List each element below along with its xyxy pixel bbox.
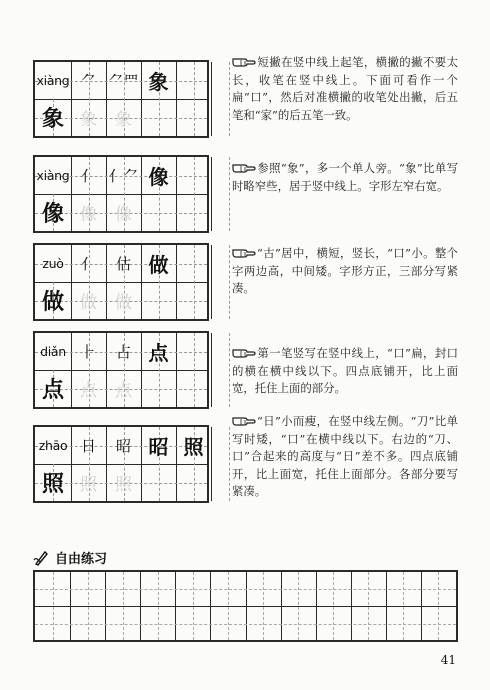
stroke-order-cell: 亻 bbox=[80, 254, 96, 273]
practice-title: 自由练习 bbox=[55, 552, 108, 567]
trace-character: 像 bbox=[115, 204, 132, 225]
note-dian bbox=[232, 345, 458, 398]
trace-character: 做 bbox=[115, 292, 132, 313]
note-zhao bbox=[232, 413, 458, 501]
char-block-xiang-1 bbox=[33, 60, 209, 138]
pinyin-label: xiàng bbox=[36, 72, 70, 88]
stroke-order-cell: 亻⺈ bbox=[108, 166, 139, 185]
blank-practice-cell[interactable] bbox=[141, 282, 176, 318]
note-text: “日”小而瘦，在竖中线左侧。“刀”比单写时矮，“口”在横中线以下。右边的“刀、口”合起来的高度与“日”差不多。四点底铺开，比上面宽，托住上面部分。各部分要写紧凑。 bbox=[232, 414, 458, 499]
pinyin-label: xiàng bbox=[36, 167, 70, 183]
note-text: 短撇在竖中线上起笔，横撇的撇不要太长，收笔在竖中线上。下面可看作一个扁“口”，然后对准横撇的收笔处出撇，后五笔和“家”的后五笔一致。 bbox=[232, 55, 458, 122]
char-block-dian bbox=[33, 331, 209, 409]
stroke-order-cell: 昭 bbox=[148, 434, 169, 459]
pinyin-label: zhāo bbox=[38, 437, 68, 453]
pointing-hand-icon bbox=[232, 55, 256, 67]
trace-character: 照 bbox=[115, 474, 132, 495]
note-xiang-2 bbox=[232, 160, 458, 195]
note-xiang-1 bbox=[232, 54, 458, 124]
stroke-order-cell: 估 bbox=[115, 254, 131, 273]
stroke-order-cell: 象 bbox=[148, 69, 169, 94]
trace-character: 做 bbox=[80, 292, 97, 313]
trace-character: 点 bbox=[80, 380, 97, 401]
blank-practice-cell[interactable] bbox=[176, 194, 211, 230]
stroke-order-cell: 昭 bbox=[115, 436, 131, 455]
stroke-order-cell: 亻 bbox=[80, 166, 96, 185]
char-block-zuo bbox=[33, 243, 209, 321]
stroke-order-cell bbox=[176, 62, 211, 98]
char-block-zhao bbox=[33, 425, 209, 503]
pointing-hand-icon bbox=[232, 414, 256, 426]
stroke-order-cell bbox=[176, 245, 211, 281]
blank-practice-cell[interactable] bbox=[176, 99, 211, 135]
model-character: 点 bbox=[41, 376, 64, 403]
char-block-xiang-2 bbox=[33, 155, 209, 233]
practice-heading bbox=[33, 548, 107, 567]
model-character: 象 bbox=[41, 105, 64, 132]
pointing-hand-icon bbox=[232, 346, 256, 358]
model-character: 像 bbox=[41, 200, 64, 227]
blank-practice-cell[interactable] bbox=[141, 99, 176, 135]
trace-character: 象 bbox=[80, 109, 97, 130]
pinyin-label: zuò bbox=[42, 255, 64, 271]
stroke-order-cell: 照 bbox=[183, 434, 204, 459]
pointing-hand-icon bbox=[232, 246, 256, 258]
stroke-order-cell: ⺈ bbox=[80, 71, 96, 90]
note-zuo bbox=[232, 245, 458, 298]
pinyin-label: diǎn bbox=[40, 343, 66, 359]
trace-character: 照 bbox=[80, 474, 97, 495]
stroke-order-cell: ⺊ bbox=[80, 342, 96, 361]
pen-writing-icon bbox=[33, 549, 51, 567]
practice-grid[interactable] bbox=[33, 570, 458, 642]
stroke-order-cell bbox=[176, 333, 211, 369]
stroke-order-cell: 日 bbox=[80, 436, 96, 455]
stroke-order-cell: ⺈罒 bbox=[108, 71, 139, 90]
trace-character: 象 bbox=[115, 109, 132, 130]
note-text: “古”居中，横短，竖长，“口”小。整个字两边高，中间矮。字形方正，三部分写紧凑。 bbox=[232, 246, 458, 296]
model-character: 做 bbox=[41, 288, 64, 315]
pointing-hand-icon bbox=[232, 161, 256, 173]
blank-practice-cell[interactable] bbox=[176, 282, 211, 318]
blank-practice-cell[interactable] bbox=[176, 370, 211, 406]
stroke-order-cell: 像 bbox=[148, 164, 169, 189]
blank-practice-cell[interactable] bbox=[176, 464, 211, 500]
page-number: 41 bbox=[440, 653, 456, 667]
note-text: 参照“象”，多一个单人旁。“象”比单写时略窄些，居于竖中线上。字形左窄右宽。 bbox=[232, 161, 458, 193]
stroke-order-cell: 占 bbox=[115, 342, 131, 361]
model-character: 照 bbox=[41, 470, 64, 497]
blank-practice-cell[interactable] bbox=[211, 194, 246, 230]
note-text: 第一笔竖写在竖中线上，“口”扁，封口的横在横中线以下。四点底铺开，比上面宽，托住上面的部分。 bbox=[232, 346, 458, 396]
stroke-order-cell: 点 bbox=[148, 340, 169, 365]
stroke-order-cell bbox=[176, 157, 211, 193]
stroke-order-cell: 做 bbox=[148, 252, 169, 277]
trace-character: 点 bbox=[115, 380, 132, 401]
blank-practice-cell[interactable] bbox=[141, 194, 176, 230]
blank-practice-cell[interactable] bbox=[141, 464, 176, 500]
trace-character: 像 bbox=[80, 204, 97, 225]
blank-practice-cell[interactable] bbox=[141, 370, 176, 406]
